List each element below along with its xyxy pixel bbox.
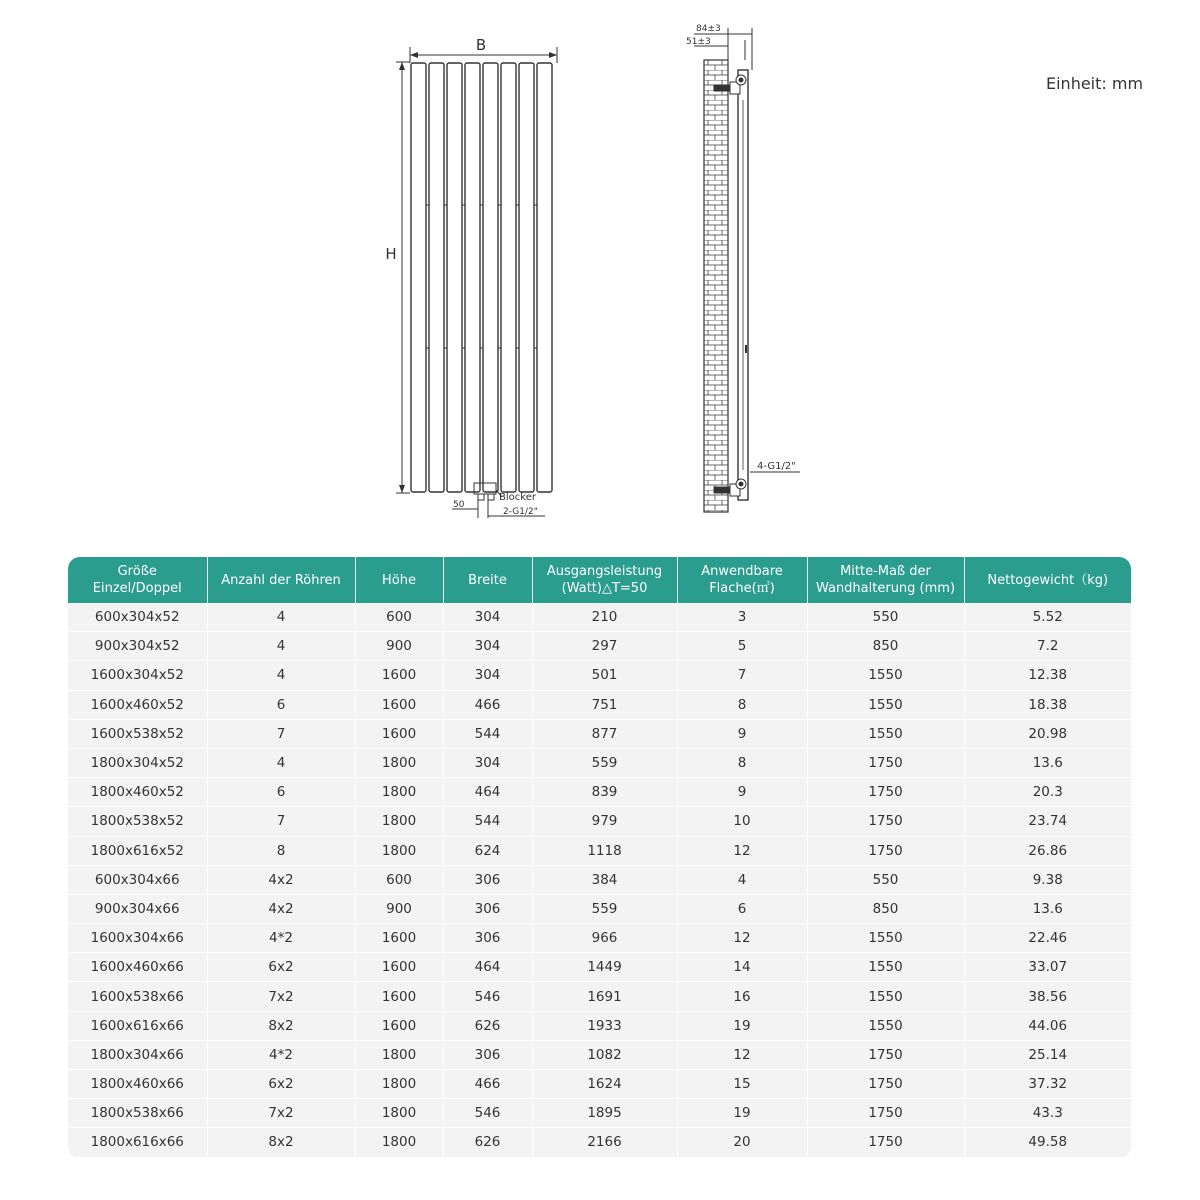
table-cell: 1800 — [355, 778, 443, 807]
table-row — [68, 924, 1131, 953]
table-row — [68, 661, 1131, 690]
table-cell: 4 — [207, 632, 355, 661]
table-cell: 5 — [677, 632, 807, 661]
table-cell: 1750 — [807, 807, 964, 836]
table-cell: 1800 — [355, 1128, 443, 1157]
table-cell: 1800 — [355, 1099, 443, 1128]
table-row — [68, 603, 1131, 632]
table-cell: 6 — [207, 778, 355, 807]
table-cell: 7 — [207, 807, 355, 836]
table-cell: 546 — [443, 1099, 532, 1128]
table-cell: 877 — [532, 719, 677, 748]
table-cell: 1800 — [355, 1040, 443, 1069]
table-cell: 900 — [355, 894, 443, 923]
table-cell: 850 — [807, 894, 964, 923]
table-cell: 38.56 — [964, 982, 1131, 1011]
table-cell: 1550 — [807, 1011, 964, 1040]
table-cell: 1082 — [532, 1040, 677, 1069]
table-cell: 4*2 — [207, 924, 355, 953]
table-cell: 6 — [207, 690, 355, 719]
table-cell: 544 — [443, 719, 532, 748]
table-cell: 559 — [532, 748, 677, 777]
table-cell: 33.07 — [964, 953, 1131, 982]
table-cell: 9 — [677, 778, 807, 807]
height-label: H — [385, 245, 397, 263]
table-row — [68, 1128, 1131, 1157]
table-cell: 20.98 — [964, 719, 1131, 748]
table-cell: 464 — [443, 953, 532, 982]
table-cell: 466 — [443, 690, 532, 719]
table-row — [68, 807, 1131, 836]
table-cell: 1449 — [532, 953, 677, 982]
table-row — [68, 632, 1131, 661]
table-row — [68, 836, 1131, 865]
table-cell: 1600x460x66 — [68, 953, 207, 982]
brick-wall — [704, 60, 728, 512]
table-cell: 1800x304x52 — [68, 748, 207, 777]
table-cell: 4 — [207, 603, 355, 632]
radiator-side-view — [670, 18, 810, 518]
column-header: Höhe — [355, 557, 443, 603]
radiator-front-view — [370, 18, 570, 528]
table-cell: 1800 — [355, 748, 443, 777]
table-cell: 550 — [807, 865, 964, 894]
table-cell: 5.52 — [964, 603, 1131, 632]
table-cell: 466 — [443, 1070, 532, 1099]
table-row — [68, 1040, 1131, 1069]
table-cell: 8x2 — [207, 1011, 355, 1040]
table-cell: 751 — [532, 690, 677, 719]
table-header-row — [68, 557, 1131, 603]
table-cell: 37.32 — [964, 1070, 1131, 1099]
table-cell: 1600x538x66 — [68, 982, 207, 1011]
table-cell: 6 — [677, 894, 807, 923]
column-header: Anzahl der Röhren — [207, 557, 355, 603]
table-cell: 1750 — [807, 778, 964, 807]
table-cell: 1800x460x52 — [68, 778, 207, 807]
table-cell: 10 — [677, 807, 807, 836]
table-cell: 4 — [677, 865, 807, 894]
table-cell: 1600 — [355, 1011, 443, 1040]
table-cell: 501 — [532, 661, 677, 690]
table-cell: 1750 — [807, 836, 964, 865]
table-row — [68, 865, 1131, 894]
depth-outer-label: 84±3 — [696, 24, 721, 34]
table-cell: 1800x538x66 — [68, 1099, 207, 1128]
table-cell: 1933 — [532, 1011, 677, 1040]
table-cell: 304 — [443, 603, 532, 632]
side-inlet-label: 4-G1/2" — [757, 461, 796, 472]
blocker-label: Blocker — [499, 492, 536, 503]
table-cell: 8 — [207, 836, 355, 865]
table-cell: 12 — [677, 924, 807, 953]
table-cell: 19 — [677, 1099, 807, 1128]
table-cell: 4x2 — [207, 894, 355, 923]
table-cell: 1800x616x52 — [68, 836, 207, 865]
unit-label: Einheit: mm — [1046, 74, 1144, 93]
table-cell: 1800 — [355, 807, 443, 836]
radiator-tubes — [411, 63, 552, 492]
table-body — [68, 603, 1131, 1157]
table-cell: 15 — [677, 1070, 807, 1099]
table-cell: 12 — [677, 836, 807, 865]
table-cell: 7x2 — [207, 1099, 355, 1128]
table-cell: 1600x304x52 — [68, 661, 207, 690]
depth-inner-label: 51±3 — [686, 37, 711, 47]
table-cell: 546 — [443, 982, 532, 1011]
table-cell: 6x2 — [207, 953, 355, 982]
table-cell: 1118 — [532, 836, 677, 865]
table-row — [68, 1011, 1131, 1040]
table-cell: 43.3 — [964, 1099, 1131, 1128]
table-cell: 8 — [677, 690, 807, 719]
table-row — [68, 982, 1131, 1011]
table-cell: 1600 — [355, 982, 443, 1011]
table-cell: 1750 — [807, 1099, 964, 1128]
table-cell: 9 — [677, 719, 807, 748]
table-cell: 19 — [677, 1011, 807, 1040]
table-cell: 1750 — [807, 1128, 964, 1157]
table-cell: 900x304x66 — [68, 894, 207, 923]
table-cell: 7x2 — [207, 982, 355, 1011]
table-cell: 26.86 — [964, 836, 1131, 865]
table-cell: 1800x460x66 — [68, 1070, 207, 1099]
table-cell: 1600 — [355, 690, 443, 719]
table-cell: 600 — [355, 865, 443, 894]
table-cell: 624 — [443, 836, 532, 865]
table-cell: 7.2 — [964, 632, 1131, 661]
table-cell: 22.46 — [964, 924, 1131, 953]
table-cell: 306 — [443, 924, 532, 953]
table-cell: 7 — [207, 719, 355, 748]
table-cell: 850 — [807, 632, 964, 661]
table-cell: 306 — [443, 894, 532, 923]
table-cell: 1600 — [355, 719, 443, 748]
table-cell: 1550 — [807, 924, 964, 953]
table-cell: 900x304x52 — [68, 632, 207, 661]
table-cell: 25.14 — [964, 1040, 1131, 1069]
table-cell: 304 — [443, 661, 532, 690]
table-cell: 20.3 — [964, 778, 1131, 807]
table-cell: 210 — [532, 603, 677, 632]
table-cell: 1550 — [807, 661, 964, 690]
table-cell: 306 — [443, 1040, 532, 1069]
spec-table — [68, 557, 1131, 1158]
table-cell: 1800 — [355, 836, 443, 865]
table-cell: 1550 — [807, 719, 964, 748]
table-cell: 7 — [677, 661, 807, 690]
table-cell: 20 — [677, 1128, 807, 1157]
table-cell: 600x304x52 — [68, 603, 207, 632]
table-cell: 900 — [355, 632, 443, 661]
table-cell: 559 — [532, 894, 677, 923]
table-cell: 4 — [207, 661, 355, 690]
table-cell: 1895 — [532, 1099, 677, 1128]
table-cell: 1750 — [807, 1040, 964, 1069]
column-header: Nettogewicht（kg) — [964, 557, 1131, 603]
table-cell: 297 — [532, 632, 677, 661]
column-header: Anwendbare Flache(㎡) — [677, 557, 807, 603]
table-cell: 1750 — [807, 1070, 964, 1099]
table-cell: 1800 — [355, 1070, 443, 1099]
column-header: Breite — [443, 557, 532, 603]
table-cell: 1550 — [807, 953, 964, 982]
table-cell: 600 — [355, 603, 443, 632]
table-row — [68, 719, 1131, 748]
table-cell: 1600x616x66 — [68, 1011, 207, 1040]
table-cell: 304 — [443, 748, 532, 777]
table-cell: 626 — [443, 1128, 532, 1157]
table-cell: 4 — [207, 748, 355, 777]
table-cell: 304 — [443, 632, 532, 661]
table-cell: 979 — [532, 807, 677, 836]
table-cell: 49.58 — [964, 1128, 1131, 1157]
table-cell: 3 — [677, 603, 807, 632]
table-cell: 13.6 — [964, 894, 1131, 923]
table-cell: 23.74 — [964, 807, 1131, 836]
table-cell: 12 — [677, 1040, 807, 1069]
table-cell: 4*2 — [207, 1040, 355, 1069]
table-cell: 1800x304x66 — [68, 1040, 207, 1069]
table-cell: 1800x538x52 — [68, 807, 207, 836]
column-header: Mitte-Maß der Wandhalterung (mm) — [807, 557, 964, 603]
column-header: Größe Einzel/Doppel — [68, 557, 207, 603]
table-cell: 2166 — [532, 1128, 677, 1157]
table-row — [68, 778, 1131, 807]
width-label: B — [475, 36, 487, 54]
table-cell: 13.6 — [964, 748, 1131, 777]
table-cell: 1600x460x52 — [68, 690, 207, 719]
table-cell: 600x304x66 — [68, 865, 207, 894]
table-row — [68, 953, 1131, 982]
table-cell: 626 — [443, 1011, 532, 1040]
table-cell: 1600 — [355, 953, 443, 982]
table-cell: 1691 — [532, 982, 677, 1011]
table-cell: 12.38 — [964, 661, 1131, 690]
column-header: Ausgangsleistung (Watt)△T=50 — [532, 557, 677, 603]
table-cell: 966 — [532, 924, 677, 953]
table-cell: 544 — [443, 807, 532, 836]
table-cell: 1600x304x66 — [68, 924, 207, 953]
table-row — [68, 1099, 1131, 1128]
table-row — [68, 748, 1131, 777]
table-cell: 4x2 — [207, 865, 355, 894]
table-cell: 1750 — [807, 748, 964, 777]
table-cell: 6x2 — [207, 1070, 355, 1099]
table-cell: 1600 — [355, 924, 443, 953]
table-cell: 550 — [807, 603, 964, 632]
table-cell: 16 — [677, 982, 807, 1011]
table-row — [68, 894, 1131, 923]
offset-label: 50 — [453, 500, 465, 510]
table-cell: 1600 — [355, 661, 443, 690]
table-row — [68, 1070, 1131, 1099]
table-cell: 8x2 — [207, 1128, 355, 1157]
table-cell: 9.38 — [964, 865, 1131, 894]
table-cell: 1550 — [807, 690, 964, 719]
table-cell: 839 — [532, 778, 677, 807]
table-cell: 1624 — [532, 1070, 677, 1099]
table-cell: 384 — [532, 865, 677, 894]
table-cell: 1800x616x66 — [68, 1128, 207, 1157]
table-cell: 464 — [443, 778, 532, 807]
table-cell: 14 — [677, 953, 807, 982]
table-cell: 44.06 — [964, 1011, 1131, 1040]
table-cell: 18.38 — [964, 690, 1131, 719]
table-cell: 8 — [677, 748, 807, 777]
table-row — [68, 690, 1131, 719]
table-cell: 1600x538x52 — [68, 719, 207, 748]
table-cell: 1550 — [807, 982, 964, 1011]
table-cell: 306 — [443, 865, 532, 894]
inlet-label: 2-G1/2" — [503, 507, 538, 517]
